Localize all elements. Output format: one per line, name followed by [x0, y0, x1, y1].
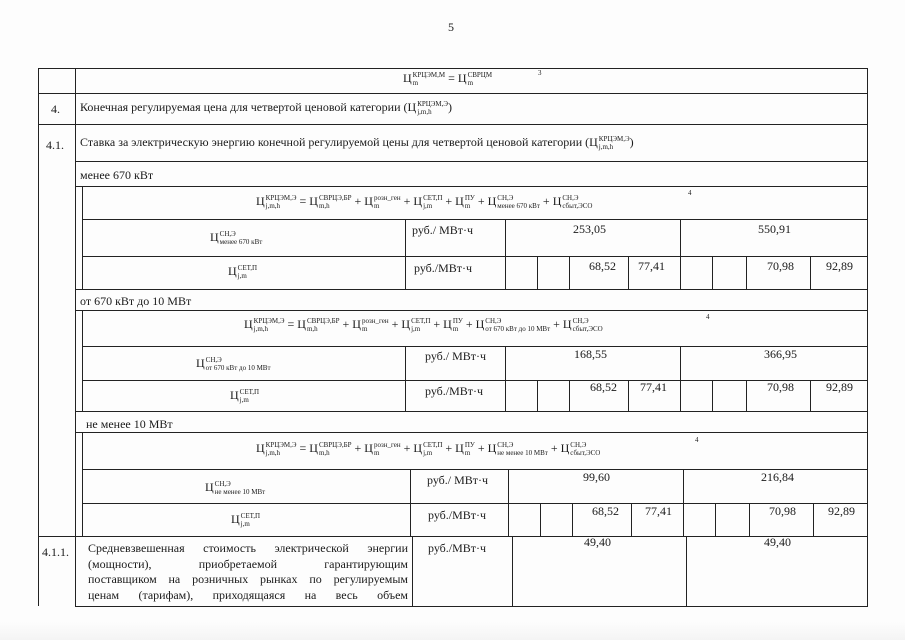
- group-1-cell-d: 92,89: [826, 259, 853, 273]
- group-3-symbol-sn: Ц СН,Э не менее 10 МВт: [205, 479, 266, 496]
- group-2-value-1: 168,55: [574, 347, 607, 361]
- row-number-4-1: 4.1.: [46, 138, 64, 152]
- group-label-2: от 670 кВт до 10 МВт: [80, 294, 192, 308]
- scan-bottom-edge: [0, 622, 905, 640]
- group-label-1: менее 670 кВт: [80, 168, 154, 182]
- group-3-formula: Ц КРЦЭМ,Э j,m,h = Ц СВРЦЭ,БР m,h + Ц розн_ген m + Ц СЕТ,П j,m + Ц ПУ m + Ц СН,Э не менее 10 МВт + Ц СН,Э сбыт,ЭСО: [256, 440, 601, 457]
- text-line: (мощности), приобретаемой гарантирующим: [88, 556, 408, 571]
- group-3-cell-a: 68,52: [592, 504, 619, 518]
- footnote-marker: 4: [688, 189, 692, 197]
- group-3-value-2: 216,84: [761, 470, 794, 484]
- row-4-1-1-value-1: 49,40: [584, 535, 611, 549]
- group-2-cell-d: 92,89: [826, 380, 853, 394]
- group-1-formula: Ц КРЦЭМ,Э j,m,h = Ц СВРЦЭ,БР m,h + Ц розн_ген m + Ц СЕТ,П j,m + Ц ПУ m + Ц СН,Э менее 670 кВт + Ц СН,Э сбыт,ЭСО: [256, 193, 593, 210]
- group-3-unit-1: руб./ МВт·ч: [427, 473, 489, 487]
- row-number-4-1-1: 4.1.1.: [42, 545, 69, 559]
- group-3-symbol-set: Ц СЕТ,П j,m: [231, 511, 260, 528]
- group-1-value-2: 550,91: [758, 222, 791, 236]
- group-2-formula: Ц КРЦЭМ,Э j,m,h = Ц СВРЦЭ,БР m,h + Ц розн_ген m + Ц СЕТ,П j,m + Ц ПУ m + Ц СН,Э от 670 кВт до 10 МВт + Ц СН,Э сбыт,ЭСО: [244, 316, 603, 333]
- row-4-1-1-unit: руб./МВт·ч: [428, 541, 487, 555]
- group-label-3: не менее 10 МВт: [86, 417, 173, 431]
- row-4-1-1-value-2: 49,40: [764, 535, 791, 549]
- group-3-cell-b: 77,41: [645, 504, 672, 518]
- group-2-cell-a: 68,52: [590, 380, 617, 394]
- group-1-unit-2: руб./МВт·ч: [414, 261, 473, 275]
- group-1-value-1: 253,05: [573, 222, 606, 236]
- text-line: ценам (тарифам), приходящаяся на весь объем: [88, 587, 408, 602]
- row-number-4: 4.: [51, 102, 60, 116]
- group-3-cell-c: 70,98: [769, 504, 796, 518]
- row-4-1-text: Ставка за электрическую энергию конечной регулируемой цены для четвертой ценовой категории (Ц КРЦЭМ,Э j,m,h ): [80, 134, 634, 151]
- group-2-symbol-set: Ц СЕТ,П j,m: [230, 387, 259, 404]
- group-2-unit-1: руб./ МВт·ч: [425, 349, 487, 363]
- group-2-cell-b: 77,41: [640, 380, 667, 394]
- row-4-text: Конечная регулируемая цена для четвертой ценовой категории (Ц КРЦЭМ,Э j,m,h ): [80, 99, 453, 116]
- formula-top: Ц КРЦЭМ,М m = Ц СВРЦМ m: [403, 70, 493, 87]
- group-2-value-2: 366,95: [764, 347, 797, 361]
- group-3-value-1: 99,60: [583, 470, 610, 484]
- footnote-marker: 3: [538, 69, 542, 77]
- group-1-symbol-set: Ц СЕТ,П j,m: [228, 263, 257, 280]
- group-1-symbol-sn: Ц СН,Э менее 670 кВт: [210, 229, 263, 246]
- page-number: 5: [448, 20, 454, 34]
- group-1-unit-1: руб./ МВт·ч: [412, 223, 474, 237]
- group-1-cell-c: 70,98: [767, 259, 794, 273]
- group-1-cell-b: 77,41: [638, 259, 665, 273]
- group-2-cell-c: 70,98: [767, 380, 794, 394]
- group-3-cell-d: 92,89: [828, 504, 855, 518]
- footnote-marker: 4: [695, 436, 699, 444]
- footnote-marker: 4: [706, 313, 710, 321]
- row-4-1-1-text: [88, 541, 408, 603]
- group-3-unit-2: руб./МВт·ч: [428, 508, 487, 522]
- text-line: Средневзвешенная стоимость электрической энергии: [88, 541, 408, 555]
- text-line: поставщиком на розничных рынках по регулируемым: [88, 572, 408, 586]
- group-2-unit-2: руб./МВт·ч: [425, 384, 484, 398]
- group-1-cell-a: 68,52: [589, 259, 616, 273]
- group-2-symbol-sn: Ц СН,Э от 670 кВт до 10 МВт: [196, 355, 271, 372]
